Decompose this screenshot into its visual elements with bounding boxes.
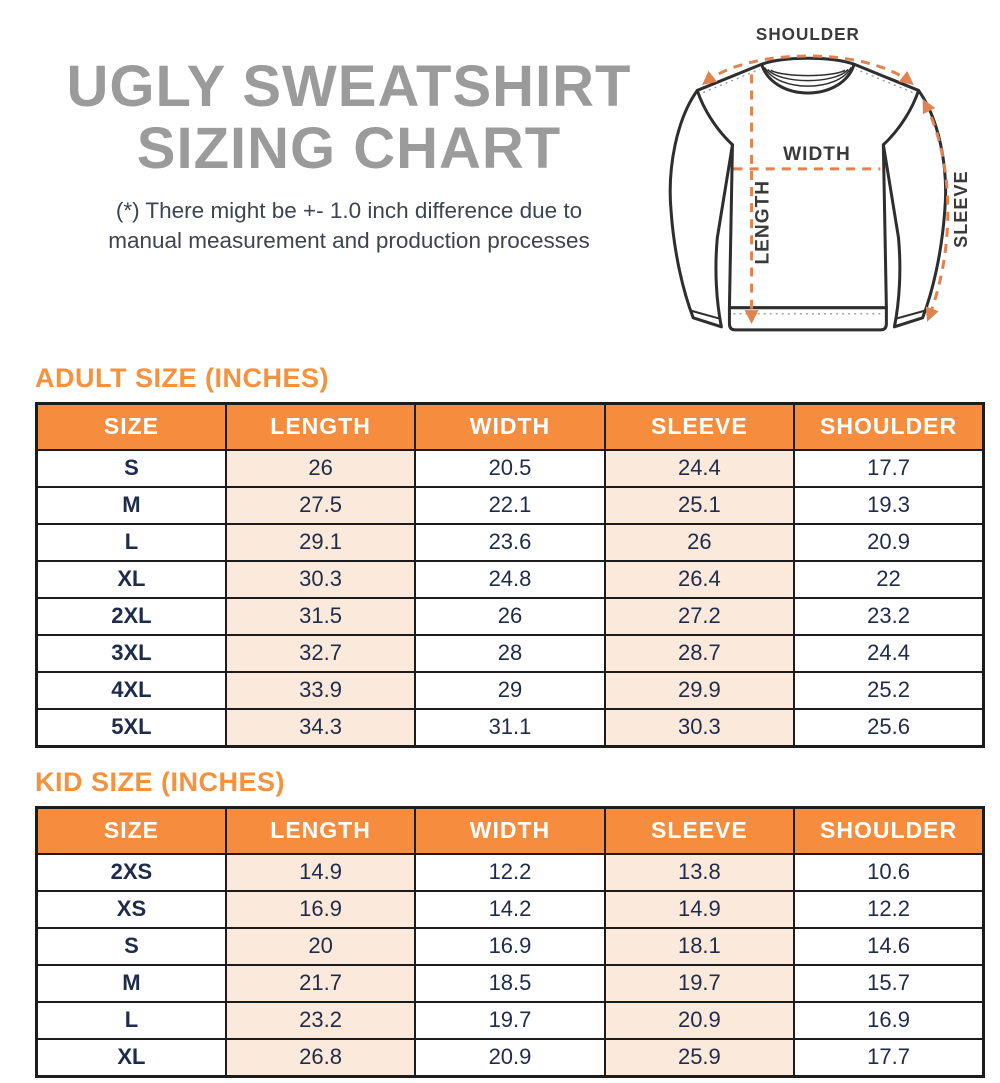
column-header-sleeve: SLEEVE	[605, 808, 794, 855]
title-block	[35, 16, 663, 255]
measurement-cell: 26	[226, 450, 415, 487]
measurement-cell: 25.9	[605, 1039, 794, 1077]
measurement-cell: 20.5	[415, 450, 604, 487]
measurement-cell: 26	[415, 598, 604, 635]
column-header-shoulder: SHOULDER	[794, 808, 983, 855]
measurement-cell: 27.5	[226, 487, 415, 524]
table-row	[37, 487, 984, 524]
measurement-cell: 12.2	[415, 854, 604, 891]
measurement-cell: 19.7	[605, 965, 794, 1002]
kid-size-heading: KID SIZE (INCHES)	[35, 767, 286, 797]
measurement-cell: 30.3	[605, 709, 794, 747]
table-header-row	[37, 404, 984, 451]
column-header-size: SIZE	[37, 404, 226, 451]
table-row	[37, 709, 984, 747]
column-header-width: WIDTH	[415, 808, 604, 855]
size-cell: 4XL	[37, 672, 226, 709]
measurement-cell: 24.4	[605, 450, 794, 487]
column-header-shoulder: SHOULDER	[794, 404, 983, 451]
measurement-cell: 34.3	[226, 709, 415, 747]
measurement-cell: 22	[794, 561, 983, 598]
width-label: WIDTH	[783, 143, 851, 165]
shoulder-label: SHOULDER	[755, 25, 860, 45]
measurement-cell: 19.7	[415, 1002, 604, 1039]
measurement-cell: 28.7	[605, 635, 794, 672]
measurement-cell: 12.2	[794, 891, 983, 928]
measurement-cell: 26	[605, 524, 794, 561]
measurement-cell: 30.3	[226, 561, 415, 598]
adult-size-heading: ADULT SIZE (INCHES)	[35, 363, 329, 393]
measurement-cell: 33.9	[226, 672, 415, 709]
measurement-cell: 25.6	[794, 709, 983, 747]
measurement-cell: 31.1	[415, 709, 604, 747]
table-row	[37, 450, 984, 487]
measurement-cell: 25.2	[794, 672, 983, 709]
measurement-cell: 14.9	[226, 854, 415, 891]
column-header-size: SIZE	[37, 808, 226, 855]
kid-size-table	[35, 806, 985, 1078]
table-row	[37, 672, 984, 709]
column-header-length: LENGTH	[226, 808, 415, 855]
measurement-cell: 20	[226, 928, 415, 965]
measurement-cell: 18.1	[605, 928, 794, 965]
measurement-cell: 20.9	[605, 1002, 794, 1039]
sleeve-label: SLEEVE	[950, 170, 971, 248]
measurement-cell: 13.8	[605, 854, 794, 891]
measurement-cell: 26.8	[226, 1039, 415, 1077]
measurement-cell: 18.5	[415, 965, 604, 1002]
measurement-cell: 27.2	[605, 598, 794, 635]
measurement-cell: 21.7	[226, 965, 415, 1002]
table-row	[37, 1039, 984, 1077]
size-cell: 3XL	[37, 635, 226, 672]
measurement-cell: 10.6	[794, 854, 983, 891]
measurement-cell: 20.9	[794, 524, 983, 561]
disclaimer-line1: (*) There might be +- 1.0 inch difference due to	[115, 198, 583, 224]
measurement-cell: 15.7	[794, 965, 983, 1002]
measurement-cell: 16.9	[415, 928, 604, 965]
size-cell: S	[37, 928, 226, 965]
sweatshirt-torso	[697, 64, 918, 307]
page-title-line2: SIZING CHART	[136, 116, 562, 182]
measurement-cell: 26.4	[605, 561, 794, 598]
table-row	[37, 928, 984, 965]
table-row	[37, 965, 984, 1002]
table-row	[37, 524, 984, 561]
header-section	[35, 16, 985, 355]
length-label: LENGTH	[752, 179, 774, 265]
sweatshirt-measurement-diagram	[663, 16, 985, 355]
measurement-cell: 14.2	[415, 891, 604, 928]
sweatshirt-diagram-svg	[663, 16, 985, 350]
size-cell: S	[37, 450, 226, 487]
column-header-width: WIDTH	[415, 404, 604, 451]
table-row	[37, 1002, 984, 1039]
size-cell: XL	[37, 561, 226, 598]
size-cell: 2XL	[37, 598, 226, 635]
size-cell: XS	[37, 891, 226, 928]
measurement-cell: 29	[415, 672, 604, 709]
measurement-cell: 17.7	[794, 450, 983, 487]
table-header-row	[37, 808, 984, 855]
measurement-cell: 20.9	[415, 1039, 604, 1077]
size-cell: 2XS	[37, 854, 226, 891]
measurement-cell: 22.1	[415, 487, 604, 524]
measurement-cell: 32.7	[226, 635, 415, 672]
table-row	[37, 854, 984, 891]
measurement-cell: 28	[415, 635, 604, 672]
disclaimer-text	[35, 196, 663, 255]
table-row	[37, 598, 984, 635]
column-header-length: LENGTH	[226, 404, 415, 451]
measurement-cell: 23.2	[226, 1002, 415, 1039]
measurement-cell: 25.1	[605, 487, 794, 524]
measurement-cell: 29.9	[605, 672, 794, 709]
table-row	[37, 891, 984, 928]
measurement-cell: 23.6	[415, 524, 604, 561]
measurement-cell: 19.3	[794, 487, 983, 524]
measurement-cell: 24.4	[794, 635, 983, 672]
measurement-cell: 29.1	[226, 524, 415, 561]
size-cell: L	[37, 1002, 226, 1039]
disclaimer-line2: manual measurement and production processes	[108, 227, 590, 253]
measurement-cell: 14.6	[794, 928, 983, 965]
size-cell: XL	[37, 1039, 226, 1077]
measurement-cell: 16.9	[226, 891, 415, 928]
size-cell: M	[37, 487, 226, 524]
adult-size-table	[35, 402, 985, 748]
page-title-line1: UGLY SWEATSHIRT	[66, 54, 632, 119]
measurement-cell: 17.7	[794, 1039, 983, 1077]
table-row	[37, 635, 984, 672]
measurement-cell: 24.8	[415, 561, 604, 598]
column-header-sleeve: SLEEVE	[605, 404, 794, 451]
measurement-cell: 16.9	[794, 1002, 983, 1039]
table-row	[37, 561, 984, 598]
measurement-cell: 14.9	[605, 891, 794, 928]
size-cell: L	[37, 524, 226, 561]
measurement-cell: 23.2	[794, 598, 983, 635]
size-cell: M	[37, 965, 226, 1002]
measurement-cell: 31.5	[226, 598, 415, 635]
size-cell: 5XL	[37, 709, 226, 747]
